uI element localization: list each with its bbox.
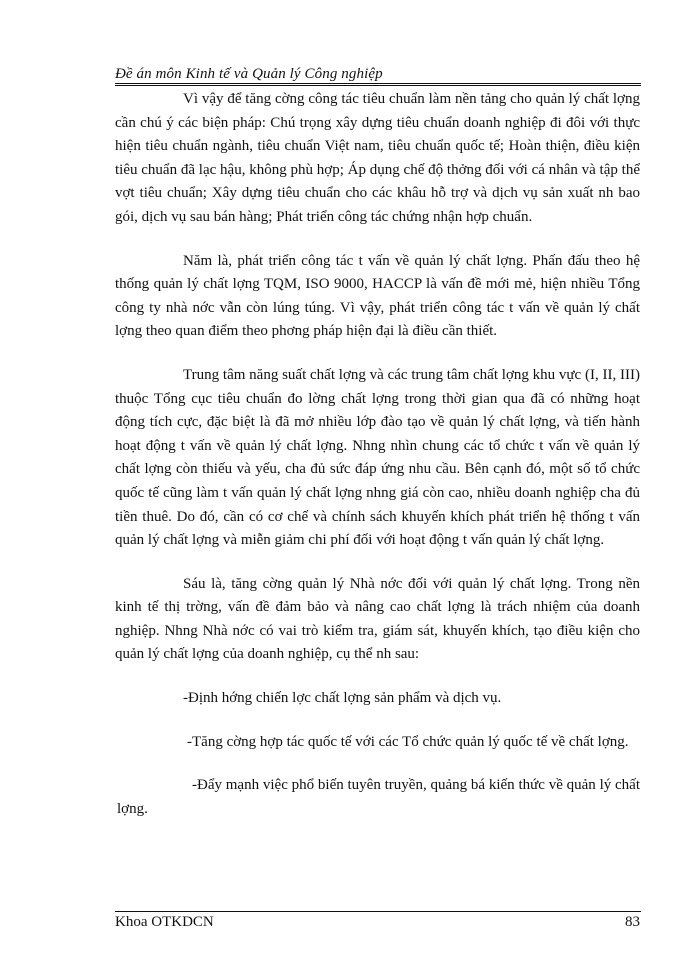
- document-body: [115, 88, 640, 841]
- paragraph: Năm là, phát triển công tác t vấn về quản lý chất lợng. Phấn đấu theo hệ thống quản lý chất lợng TQM, ISO 9000, HACCP là vấn đề mới mẻ, hiện nhiều Tổng công ty nhà nớc vẫn còn lúng túng. Vì vậy, phát triển công tác t vấn về quản lý chất lợng theo quan điểm theo phơng pháp hiện đại là điều cần thiết.: [115, 252, 640, 340]
- footer-rule: [115, 911, 641, 912]
- page-number: 83: [625, 914, 640, 930]
- list-item: -Định hớng chiến lợc chất lợng sản phẩm và dịch vụ.: [183, 690, 502, 707]
- footer-department: Khoa OTKDCN: [115, 914, 214, 930]
- header-rule: [115, 83, 641, 86]
- list-item: -Đẩy mạnh việc phổ biến tuyên truyền, quảng bá kiến thức về quản lý chất lợng.: [117, 777, 640, 817]
- paragraph: Trung tâm năng suất chất lợng và các trung tâm chất lợng khu vực (I, II, III) thuộc Tổng cục tiêu chuẩn đo lờng chất lợng trong thời gian qua đã có những hoạt động tích cực, đặc biệt là đã mở nhiều lớp đào tạo về quản lý chất lợng, và tiến hành hoạt động t vấn về quản lý chất lợng. Nhng nhìn chung các tổ chức t vấn về quản lý chất lợng còn thiếu và yếu, cha đủ sức đáp ứng nhu cầu. Bên cạnh đó, một số tổ chức quốc tế cũng làm t vấn quản lý chất lợng nhng giá còn cao, nhiều doanh nghiệp cha đủ tiền thuê. Do đó, cần có cơ chế và chính sách khuyến khích phát triển hệ thống t vấn quản lý chất lợng và miễn giảm chi phí đối với hoạt động t vấn quản lý chất lợng.: [115, 366, 640, 549]
- list-item: -Tăng cờng hợp tác quốc tế với các Tổ chức quản lý quốc tế về chất lợng.: [187, 733, 629, 750]
- paragraph: Vì vậy để tăng cờng công tác tiêu chuẩn làm nền tảng cho quản lý chất lợng cần chú ý các biện pháp: Chú trọng xây dựng tiêu chuẩn doanh nghiệp đi đôi với thực hiện tiêu chuẩn ngành, tiêu chuẩn Việt nam, tiêu chuẩn quốc tế; Hoàn thiện, điều kiện tiêu chuẩn đã lạc hậu, không phù hợp; Áp dụng chế độ thởng đối với cá nhân và tập thể vợt tiêu chuẩn; Xây dựng tiêu chuẩn cho các khâu hỗ trợ và dịch vụ sản xuất nh bao gói, dịch vụ sau bán hàng; Phát triển công tác chứng nhận hợp chuẩn.: [115, 91, 640, 225]
- paragraph: Sáu là, tăng cờng quản lý Nhà nớc đối với quản lý chất lợng. Trong nền kinh tế thị trờng, vấn đề đảm bảo và nâng cao chất lợng là trách nhiệm của doanh nghiệp. Nhng Nhà nớc có vai trò kiểm tra, giám sát, khuyến khích, tạo điều kiện cho quản lý chất lợng của doanh nghiệp, cụ thể nh sau:: [115, 575, 640, 663]
- page-header: Đề án môn Kinh tế và Quản lý Công nghiệp: [115, 66, 383, 82]
